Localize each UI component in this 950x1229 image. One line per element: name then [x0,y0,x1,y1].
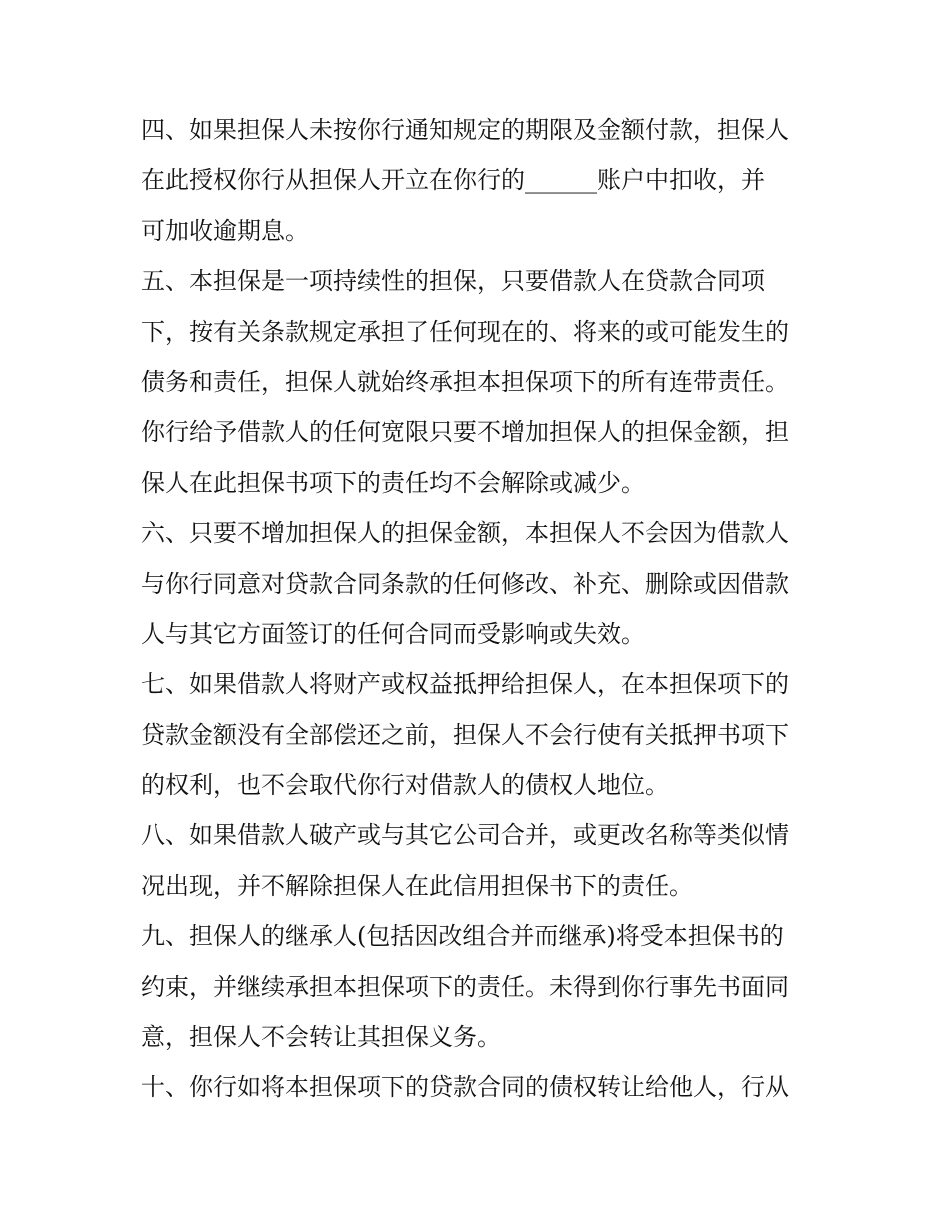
text-line-11: 人与其它方面签订的任何合同而受影响或失效。 [141,619,645,648]
text-line-3: 可加收逾期息。 [141,216,309,245]
text-line-16: 况出现，并不解除担保人在此信用担保书下的责任。 [141,871,693,900]
text-line-15: 八、如果借款人破产或与其它公司合并，或更改名称等类似情 [141,821,789,850]
text-line-12: 七、如果借款人将财产或权益抵押给担保人，在本担保项下的 [141,670,789,699]
text-line-19: 意，担保人不会转让其担保义务。 [141,1023,501,1052]
text-line-13: 贷款金额没有全部偿还之前，担保人不会行使有关抵押书项下 [141,720,789,749]
document-page [141,105,813,1113]
text-line-1: 四、如果担保人未按你行通知规定的期限及金额付款，担保人 [141,116,789,144]
text-line-9: 六、只要不增加担保人的担保金额，本担保人不会因为借款人 [141,519,789,548]
text-line-4: 五、本担保是一项持续性的担保，只要借款人在贷款合同项 [141,267,765,296]
text-line-18: 约束，并继续承担本担保项下的责任。未得到你行事先书面同 [141,972,789,1001]
text-line-2: 在此授权你行从担保人开立在你行的______账户中扣收，并 [141,166,765,195]
text-line-5: 下，按有关条款规定承担了任何现在的、将来的或可能发生的 [141,317,789,346]
text-line-8: 保人在此担保书项下的责任均不会解除或减少。 [141,468,645,497]
text-line-7: 你行给予借款人的任何宽限只要不增加担保人的担保金额，担 [141,418,789,447]
text-line-20: 十、你行如将本担保项下的贷款合同的债权转让给他人，行从 [141,1073,789,1102]
text-line-14: 的权利，也不会取代你行对借款人的债权人地位。 [141,771,669,800]
text-line-17: 九、担保人的继承人(包括因改组合并而继承)将受本担保书的 [141,922,784,951]
text-line-6: 债务和责任，担保人就始终承担本担保项下的所有连带责任。 [141,367,789,396]
text-line-10: 与你行同意对贷款合同条款的任何修改、补充、删除或因借款 [141,569,789,598]
